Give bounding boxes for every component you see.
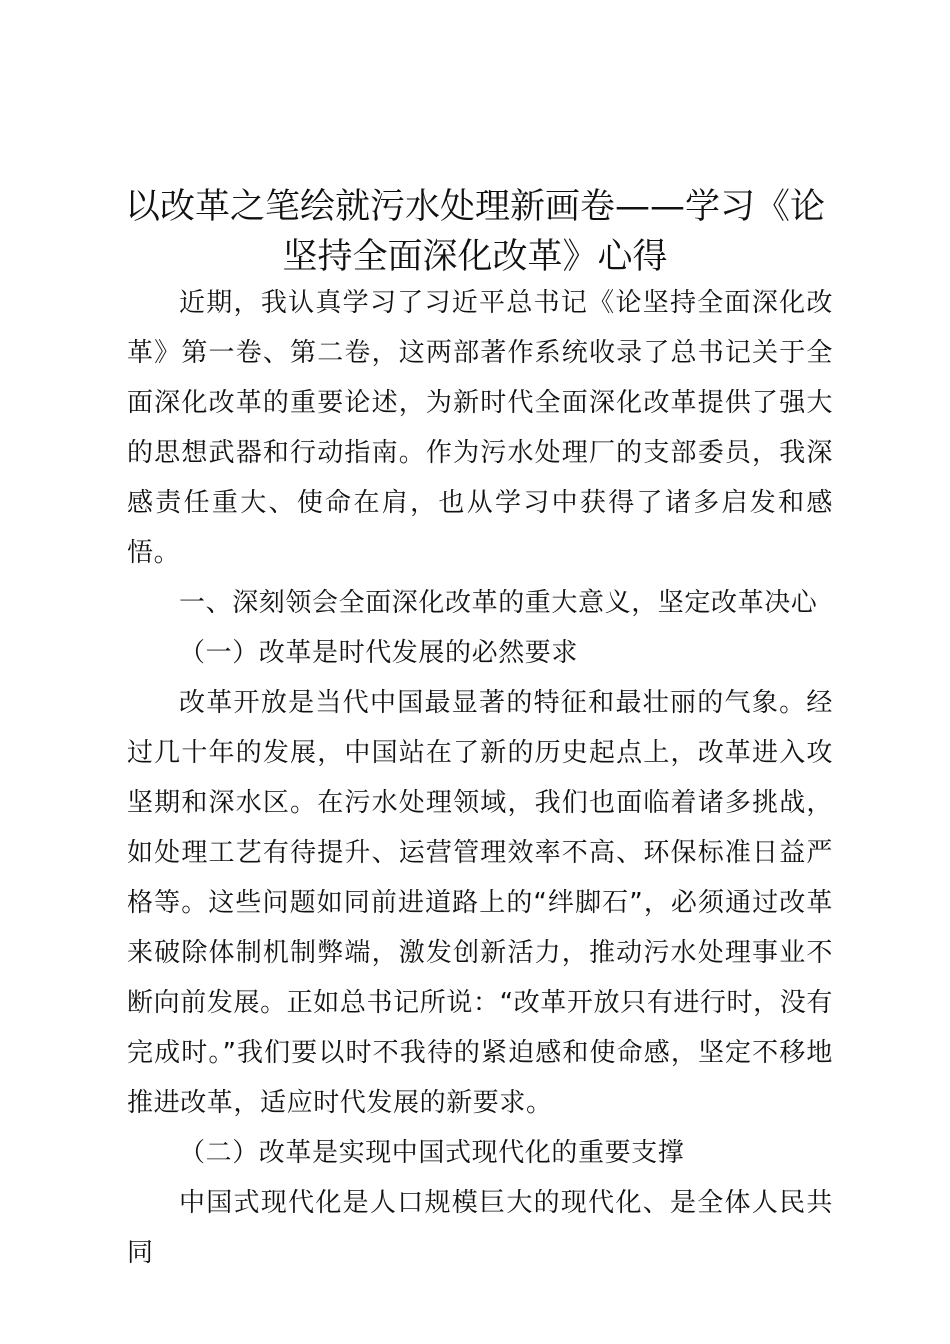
title-line-2: 坚持全面深化改革》心得 [282,237,668,277]
section-heading-1: 一、深刻领会全面深化改革的重大意义，坚定改革决心 [179,588,818,618]
title-line-1: 以改革之笔绘就污水处理新画卷——学习《论 [124,187,825,227]
document-body [127,278,833,1278]
body-paragraph-1: 改革开放是当代中国最显著的特征和最壮丽的气象。经过几十年的发展，中国站在了新的历史起点上，改革进入攻坚期和深水区。在污水处理领域，我们也面临着诸多挑战，如处理工艺有待提升、运营管理效率不高、环保标准日益严格等。这些问题如同前进道路上的“绊脚石”，必须通过改革来破除体制机制弊端，激发创新活力，推动污水处理事业不断向前发展。正如总书记所说：“改革开放只有进行时，没有完成时。”我们要以时不我待的紧迫感和使命感，坚定不移地推进改革，适应时代发展的新要求。 [127,688,833,1118]
body-paragraph-2: 中国式现代化是人口规模巨大的现代化、是全体人民共同 [127,1188,833,1268]
subsection-heading-1: （一）改革是时代发展的必然要求 [179,638,579,668]
document-title [118,182,832,282]
intro-paragraph: 近期，我认真学习了习近平总书记《论坚持全面深化改革》第一卷、第二卷，这两部著作系统收录了总书记关于全面深化改革的重要论述，为新时代全面深化改革提供了强大的思想武器和行动指南。作为污水处理厂的支部委员，我深感责任重大、使命在肩，也从学习中获得了诸多启发和感悟。 [127,288,833,568]
subsection-heading-2: （二）改革是实现中国式现代化的重要支撑 [179,1138,685,1168]
